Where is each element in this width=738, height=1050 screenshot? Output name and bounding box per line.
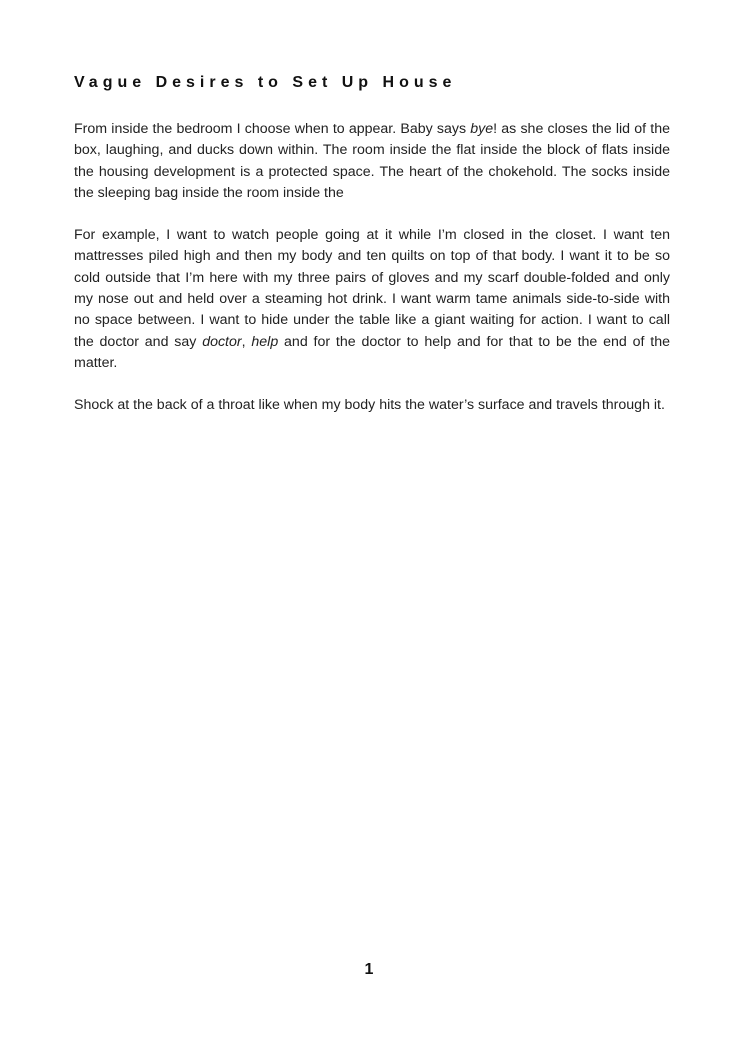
paragraph-2-text-1: For example, I want to watch people going at it while I’m closed in the closet. I want ten mattresses piled high and then my body and ten quilts on top of that body. I want it to be so cold outside that I’m here with my three pairs of gloves and my scarf double-folded and only my nose out and held over a steaming hot drink. I want warm tame animals side-to-side with no space between. I want to hide under the table like a giant waiting for action. I want to call the doctor and say bbox=[74, 227, 670, 350]
paragraph-1-italic-bye: bye bbox=[470, 121, 494, 137]
paragraph-2-italic-doctor: doctor bbox=[202, 333, 242, 350]
paragraph-3-text-1: Shock at the back of a throat like when my body hits the water’s surface and travels through it. bbox=[74, 397, 665, 414]
paragraph-2 bbox=[74, 225, 670, 374]
document-body bbox=[74, 119, 670, 438]
paragraph-2-text-3: and for the doctor to help and for that to be the end of the matter. bbox=[74, 333, 670, 371]
paragraph-1-text-1: From inside the bedroom I choose when to appear. Baby says bbox=[74, 121, 471, 137]
paragraph-3 bbox=[74, 395, 670, 416]
paragraph-2-text-2: , bbox=[241, 333, 252, 350]
paragraph-2-italic-help: help bbox=[251, 333, 279, 350]
page-number: 1 bbox=[364, 961, 374, 978]
document-title: Vague Desires to Set Up House bbox=[74, 74, 457, 91]
paragraph-1 bbox=[74, 119, 670, 204]
paragraph-1-text-2: ! as she closes the lid of the box, laughing, and ducks down within. The room inside the flat inside the block of flats inside the housing development is a protected space. The heart of the chokehold. The socks inside the sleeping bag inside the room inside the bbox=[74, 121, 670, 201]
